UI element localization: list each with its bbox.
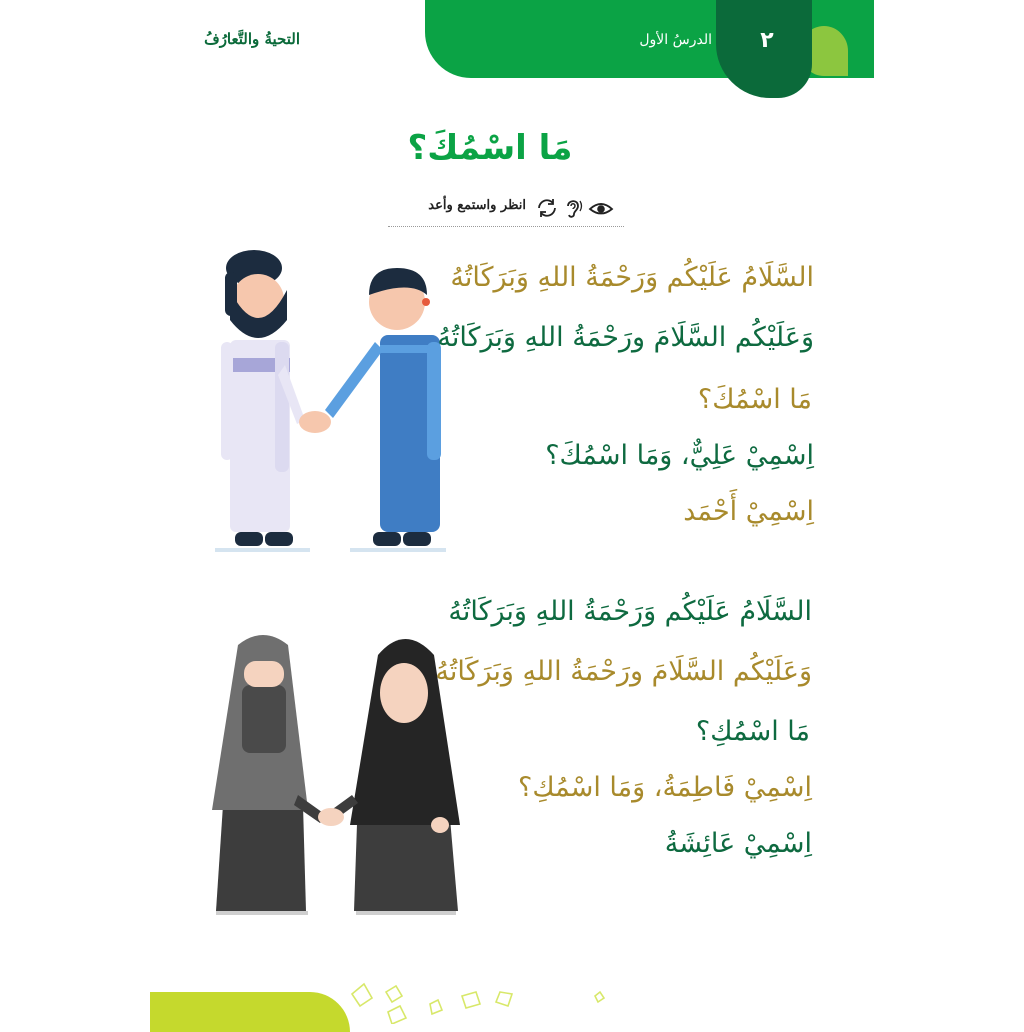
woman-left-dress (216, 805, 306, 911)
page-title: مَا اسْمُكَ؟ (407, 128, 573, 168)
instruction-row (388, 192, 624, 227)
dialogue-1-line-1: السَّلَامُ عَلَيْكُم وَرَحْمَةُ اللهِ وَبَرَكَاتُهُ (450, 262, 814, 293)
instruction-text: انظر واستمع وأعد (428, 198, 526, 213)
lesson-number: ٢ (760, 28, 774, 53)
dialogue-2-line-5: اِسْمِيْ عَائِشَةُ (664, 828, 812, 859)
dialogue-2-line-2: وَعَلَيْكُم السَّلَامَ ورَحْمَةُ اللهِ وَبَرَكَاتُهُ (435, 656, 812, 687)
dialogue-1-line-4: اِسْمِيْ عَلِيٌّ، وَمَا اسْمُكَ؟ (545, 440, 814, 471)
footer-band (150, 992, 350, 1032)
dialogue-1-line-3: مَا اسْمُكَ؟ (697, 384, 812, 415)
ear-icon (560, 196, 586, 220)
dialogue-2-line-4: اِسْمِيْ فَاطِمَةُ، وَمَا اسْمُكِ؟ (518, 772, 812, 803)
eye-icon (588, 196, 614, 220)
dialogue-1-line-5: اِسْمِيْ أَحْمَد (683, 496, 814, 527)
dialogue-1-line-2: وَعَلَيْكُم السَّلَامَ ورَحْمَةُ اللهِ وَبَرَكَاتُهُ (437, 322, 814, 353)
women-handshake-illustration (208, 635, 468, 920)
dialogue-2-line-3: مَا اسْمُكِ؟ (695, 716, 810, 747)
running-title: التحيةُ والتَّعارُفُ (204, 30, 300, 48)
repeat-icon (534, 196, 560, 220)
confetti-decoration (340, 972, 620, 1024)
dialogue-2-line-1: السَّلَامُ عَلَيْكُم وَرَحْمَةُ اللهِ وَبَرَكَاتُهُ (448, 596, 812, 627)
men-handshake-illustration (205, 250, 455, 555)
lesson-label: الدرسُ الأول (639, 32, 712, 48)
